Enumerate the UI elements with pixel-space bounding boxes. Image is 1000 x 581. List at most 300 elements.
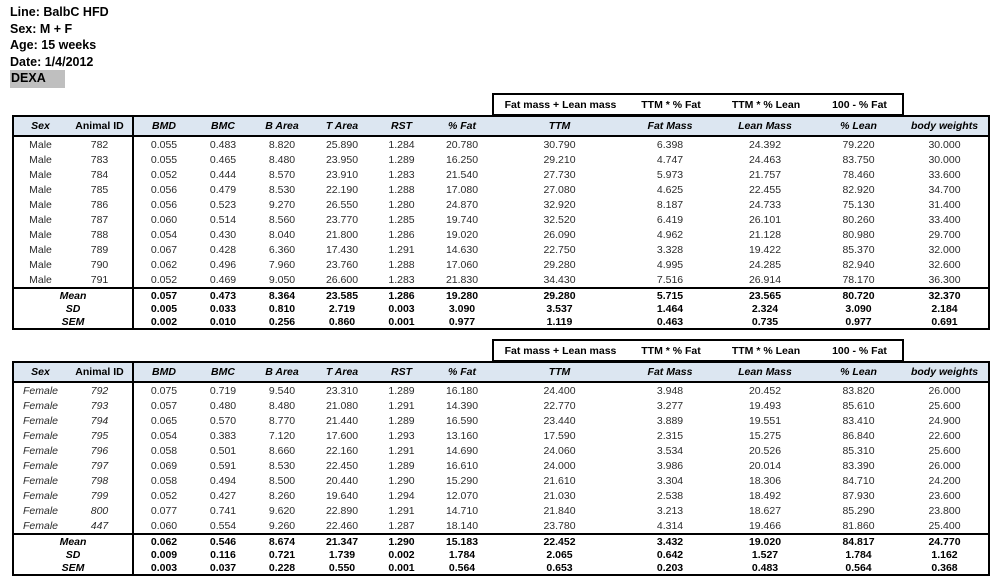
value-cell: 24.285 [748, 258, 782, 271]
value-cell: 8.660 [268, 444, 296, 457]
value-cell: 1.289 [388, 384, 415, 397]
stat-value-cell: 1.119 [546, 315, 573, 328]
animal-row [13, 413, 989, 428]
value-cell: 0.054 [150, 429, 178, 442]
value-cell: 21.830 [445, 273, 479, 286]
value-cell: 0.057 [150, 399, 178, 412]
value-cell: 21.080 [325, 399, 359, 412]
value-cell: 0.554 [209, 519, 237, 532]
value-cell: 83.410 [842, 414, 875, 427]
stat-value-cell: 0.564 [448, 561, 476, 574]
value-cell: 23.910 [325, 168, 359, 181]
animal-id-cell: 794 [67, 413, 133, 428]
stat-value-cell: 0.860 [328, 315, 356, 328]
value-cell: 0.514 [209, 213, 237, 226]
header-cell: T Area [312, 362, 372, 382]
sex-cell: Male [29, 273, 52, 286]
value-cell: 24.200 [928, 474, 961, 487]
value-cell: 0.494 [209, 474, 237, 487]
value-cell: 0.075 [150, 384, 178, 397]
stat-label-cell: SEM [13, 315, 133, 329]
value-cell: 25.600 [928, 399, 961, 412]
animal-id-cell: 793 [67, 398, 133, 413]
sex-cell: Female [22, 429, 58, 442]
value-cell: 26.101 [748, 213, 782, 226]
stat-value-cell: 0.010 [209, 315, 237, 328]
stat-value-cell: 3.537 [546, 302, 573, 315]
value-cell: 21.440 [325, 414, 359, 427]
stat-value-cell: 0.057 [133, 288, 194, 302]
value-cell: 20.440 [325, 474, 359, 487]
stat-value-cell: 0.550 [328, 561, 356, 574]
value-cell: 22.770 [543, 399, 576, 412]
value-cell: 87.930 [842, 489, 875, 502]
value-cell: 4.995 [656, 258, 684, 271]
header-cell: body weights [901, 116, 989, 136]
value-cell: 1.288 [388, 183, 415, 196]
value-cell: 8.530 [268, 459, 296, 472]
value-cell: 26.090 [543, 228, 576, 241]
value-cell: 19.422 [748, 243, 782, 256]
sex-cell: Male [29, 153, 52, 166]
stat-value-cell: 0.116 [210, 548, 236, 561]
value-cell: 27.730 [543, 168, 576, 181]
value-cell: 1.285 [388, 213, 415, 226]
value-cell: 8.530 [268, 183, 296, 196]
sex-info: Sex: M + F [10, 21, 73, 36]
value-cell: 80.980 [842, 228, 875, 241]
value-cell: 16.590 [445, 414, 479, 427]
value-cell: 34.430 [543, 273, 576, 286]
value-cell: 1.283 [388, 168, 415, 181]
sex-cell: Male [29, 168, 52, 181]
animal-row [13, 136, 989, 152]
value-cell: 3.213 [656, 504, 684, 517]
value-cell: 8.480 [268, 399, 296, 412]
value-cell: 1.289 [388, 459, 415, 472]
dexa-section-label: DEXA [10, 70, 65, 88]
stat-value-cell: 0.564 [845, 561, 872, 574]
header-row [13, 116, 989, 136]
value-cell: 8.187 [656, 198, 684, 211]
value-cell: 0.058 [150, 474, 178, 487]
value-cell: 0.383 [209, 429, 237, 442]
header-cell: T Area [312, 116, 372, 136]
value-cell: 84.710 [842, 474, 875, 487]
value-cell: 22.190 [325, 183, 359, 196]
value-cell: 30.000 [928, 138, 961, 151]
value-cell: 1.280 [388, 198, 415, 211]
animal-id-cell: 783 [67, 152, 133, 167]
stat-value-cell: 1.464 [656, 302, 684, 315]
value-cell: 75.130 [842, 198, 875, 211]
animal-row [13, 382, 989, 398]
value-cell: 82.920 [842, 183, 875, 196]
value-cell: 3.986 [656, 459, 684, 472]
animal-id-cell: 790 [67, 257, 133, 272]
header-cell: B Area [252, 362, 312, 382]
value-cell: 4.747 [656, 153, 684, 166]
value-cell: 29.210 [543, 153, 576, 166]
value-cell: 3.277 [656, 399, 684, 412]
animal-id-cell: 797 [67, 458, 133, 473]
stat-value-cell: 21.347 [312, 534, 372, 548]
sex-cell: Male [29, 183, 52, 196]
stat-row [13, 302, 989, 315]
sex-cell: Female [22, 399, 58, 412]
value-cell: 0.479 [209, 183, 237, 196]
value-cell: 3.534 [656, 444, 684, 457]
value-cell: 1.288 [388, 258, 415, 271]
females-data-table [12, 361, 990, 576]
value-cell: 34.700 [928, 183, 961, 196]
formula-label-ttm: Fat mass + Lean mass [504, 344, 617, 357]
value-cell: 0.427 [209, 489, 237, 502]
value-cell: 85.370 [842, 243, 875, 256]
header-cell: RST [372, 116, 431, 136]
value-cell: 25.600 [928, 444, 961, 457]
stat-value-cell: 0.002 [388, 548, 415, 561]
value-cell: 0.719 [209, 384, 237, 397]
value-cell: 24.400 [543, 384, 576, 397]
value-cell: 22.455 [748, 183, 782, 196]
animal-id-cell: 791 [67, 272, 133, 288]
value-cell: 24.060 [543, 444, 576, 457]
value-cell: 23.310 [325, 384, 359, 397]
stat-row [13, 288, 989, 302]
stat-value-cell: 0.642 [656, 548, 684, 561]
stat-value-cell: 29.280 [493, 288, 626, 302]
value-cell: 83.390 [842, 459, 875, 472]
value-cell: 7.516 [656, 273, 684, 286]
date-info: Date: 1/4/2012 [10, 54, 94, 69]
stat-label-cell: Mean [13, 534, 133, 548]
value-cell: 15.275 [748, 429, 782, 442]
stat-value-cell: 0.003 [388, 302, 415, 315]
header-cell: RST [372, 362, 431, 382]
sex-cell: Female [22, 489, 58, 502]
value-cell: 22.450 [325, 459, 359, 472]
animal-id-cell: 798 [67, 473, 133, 488]
value-cell: 3.889 [656, 414, 684, 427]
formula-label-lean-mass: TTM * % Lean [731, 98, 801, 111]
value-cell: 22.600 [928, 429, 961, 442]
sex-cell: Male [29, 228, 52, 241]
stat-row [13, 534, 989, 548]
header-cell: Animal ID [67, 362, 133, 382]
header-cell: BMD [133, 116, 194, 136]
value-cell: 1.290 [388, 474, 415, 487]
stat-value-cell: 0.256 [268, 315, 296, 328]
value-cell: 8.260 [268, 489, 296, 502]
value-cell: 20.526 [748, 444, 782, 457]
value-cell: 32.520 [543, 213, 576, 226]
value-cell: 1.284 [388, 138, 415, 151]
value-cell: 24.733 [748, 198, 782, 211]
value-cell: 16.250 [445, 153, 479, 166]
animal-row [13, 272, 989, 288]
value-cell: 1.293 [388, 429, 415, 442]
value-cell: 32.600 [928, 258, 961, 271]
value-cell: 16.610 [445, 459, 479, 472]
value-cell: 0.741 [209, 504, 237, 517]
value-cell: 20.780 [445, 138, 479, 151]
animal-row [13, 212, 989, 227]
value-cell: 1.291 [388, 399, 415, 412]
animal-id-cell: 788 [67, 227, 133, 242]
header-cell: TTM [493, 116, 626, 136]
value-cell: 22.750 [543, 243, 576, 256]
stat-value-cell: 22.452 [493, 534, 626, 548]
header-cell: TTM [493, 362, 626, 382]
animal-row [13, 197, 989, 212]
formula-label-pct-lean: 100 - % Fat [832, 344, 887, 357]
males-data-table [12, 115, 990, 330]
value-cell: 18.306 [748, 474, 782, 487]
value-cell: 0.060 [150, 519, 178, 532]
header-cell: % Lean [816, 116, 901, 136]
stat-value-cell: 8.674 [252, 534, 312, 548]
value-cell: 19.740 [445, 213, 479, 226]
animal-id-cell: 787 [67, 212, 133, 227]
value-cell: 33.600 [928, 168, 961, 181]
sex-cell: Female [22, 384, 58, 397]
value-cell: 23.770 [325, 213, 359, 226]
stat-value-cell: 5.715 [626, 288, 714, 302]
stat-value-cell: 19.280 [431, 288, 493, 302]
value-cell: 0.052 [150, 273, 178, 286]
animal-id-cell: 447 [67, 518, 133, 534]
value-cell: 15.290 [445, 474, 479, 487]
value-cell: 20.014 [748, 459, 782, 472]
stat-value-cell: 2.184 [931, 302, 958, 315]
value-cell: 0.055 [150, 138, 178, 151]
header-cell: Sex [13, 116, 67, 136]
animal-row [13, 518, 989, 534]
value-cell: 21.800 [325, 228, 359, 241]
animal-id-cell: 800 [67, 503, 133, 518]
value-cell: 9.620 [268, 504, 296, 517]
stat-value-cell: 0.001 [388, 315, 415, 328]
value-cell: 0.444 [209, 168, 237, 181]
value-cell: 0.054 [150, 228, 178, 241]
value-cell: 4.314 [656, 519, 684, 532]
value-cell: 83.820 [842, 384, 875, 397]
value-cell: 1.283 [388, 273, 415, 286]
value-cell: 29.700 [928, 228, 961, 241]
animal-id-cell: 796 [67, 443, 133, 458]
value-cell: 21.030 [543, 489, 576, 502]
value-cell: 80.260 [842, 213, 875, 226]
value-cell: 22.160 [325, 444, 359, 457]
value-cell: 85.610 [842, 399, 875, 412]
sex-cell: Male [29, 243, 52, 256]
value-cell: 26.600 [325, 273, 359, 286]
animal-row [13, 227, 989, 242]
stat-value-cell: 0.002 [150, 315, 178, 328]
stat-value-cell: 0.203 [656, 561, 684, 574]
value-cell: 21.757 [748, 168, 782, 181]
stat-value-cell: 0.473 [194, 288, 252, 302]
value-cell: 0.058 [150, 444, 178, 457]
value-cell: 79.220 [842, 138, 875, 151]
value-cell: 24.000 [543, 459, 576, 472]
value-cell: 78.170 [842, 273, 875, 286]
stat-label-cell: SEM [13, 561, 133, 575]
stat-value-cell: 1.286 [372, 288, 431, 302]
value-cell: 20.452 [748, 384, 782, 397]
formula-label-pct-lean: 100 - % Fat [832, 98, 887, 111]
value-cell: 8.570 [268, 168, 296, 181]
value-cell: 32.000 [928, 243, 961, 256]
header-cell: % Lean [816, 362, 901, 382]
animal-row [13, 182, 989, 197]
value-cell: 24.900 [928, 414, 961, 427]
value-cell: 6.419 [656, 213, 684, 226]
value-cell: 9.540 [268, 384, 296, 397]
value-cell: 1.286 [388, 228, 415, 241]
value-cell: 0.052 [150, 489, 178, 502]
value-cell: 0.065 [150, 414, 178, 427]
stat-value-cell: 15.183 [431, 534, 493, 548]
value-cell: 30.790 [543, 138, 576, 151]
formula-label-lean-mass: TTM * % Lean [731, 344, 801, 357]
stat-value-cell: 23.565 [714, 288, 816, 302]
stat-value-cell: 0.483 [751, 561, 779, 574]
animal-id-cell: 799 [67, 488, 133, 503]
stat-row [13, 561, 989, 575]
value-cell: 26.000 [928, 459, 961, 472]
value-cell: 23.760 [325, 258, 359, 271]
sex-cell: Male [29, 138, 52, 151]
stat-value-cell: 0.977 [448, 315, 476, 328]
value-cell: 0.052 [150, 168, 178, 181]
value-cell: 22.460 [325, 519, 359, 532]
value-cell: 7.960 [268, 258, 296, 271]
header-cell: BMD [133, 362, 194, 382]
value-cell: 9.050 [268, 273, 296, 286]
animal-id-cell: 782 [67, 136, 133, 152]
header-cell: BMC [194, 362, 252, 382]
animal-row [13, 488, 989, 503]
value-cell: 1.287 [388, 519, 415, 532]
animal-id-cell: 792 [67, 382, 133, 398]
value-cell: 0.062 [150, 258, 178, 271]
stat-label-cell: Mean [13, 288, 133, 302]
animal-row [13, 503, 989, 518]
value-cell: 30.000 [928, 153, 961, 166]
value-cell: 23.950 [325, 153, 359, 166]
stat-value-cell: 0.037 [209, 561, 237, 574]
stat-value-cell: 0.005 [150, 302, 178, 315]
value-cell: 86.840 [842, 429, 875, 442]
stat-value-cell: 23.585 [312, 288, 372, 302]
value-cell: 13.160 [445, 429, 479, 442]
stat-value-cell: 24.770 [901, 534, 989, 548]
value-cell: 26.550 [325, 198, 359, 211]
value-cell: 25.400 [928, 519, 961, 532]
stat-value-cell: 0.368 [931, 561, 958, 574]
header-cell: Lean Mass [714, 362, 816, 382]
value-cell: 16.180 [445, 384, 479, 397]
stat-value-cell: 84.817 [816, 534, 901, 548]
value-cell: 26.000 [928, 384, 961, 397]
value-cell: 0.570 [209, 414, 237, 427]
header-cell: body weights [901, 362, 989, 382]
sex-cell: Female [22, 519, 58, 532]
stat-label-cell: SD [13, 302, 133, 315]
value-cell: 18.627 [748, 504, 782, 517]
stat-value-cell: 0.033 [209, 302, 237, 315]
value-cell: 81.860 [842, 519, 875, 532]
value-cell: 85.290 [842, 504, 875, 517]
animal-id-cell: 784 [67, 167, 133, 182]
value-cell: 3.948 [656, 384, 684, 397]
stat-value-cell: 1.784 [448, 548, 476, 561]
sex-cell: Female [22, 459, 58, 472]
value-cell: 0.480 [209, 399, 237, 412]
value-cell: 19.020 [445, 228, 479, 241]
value-cell: 85.310 [842, 444, 875, 457]
stat-value-cell: 32.370 [901, 288, 989, 302]
sex-cell: Female [22, 414, 58, 427]
animal-row [13, 257, 989, 272]
value-cell: 4.625 [656, 183, 684, 196]
value-cell: 21.840 [543, 504, 576, 517]
value-cell: 32.920 [543, 198, 576, 211]
value-cell: 3.328 [656, 243, 684, 256]
value-cell: 14.630 [445, 243, 479, 256]
header-cell: Fat Mass [626, 116, 714, 136]
value-cell: 0.501 [209, 444, 237, 457]
value-cell: 5.973 [656, 168, 684, 181]
value-cell: 1.294 [388, 489, 415, 502]
value-cell: 22.890 [325, 504, 359, 517]
value-cell: 25.890 [325, 138, 359, 151]
value-cell: 23.440 [543, 414, 576, 427]
animal-row [13, 428, 989, 443]
value-cell: 0.523 [209, 198, 237, 211]
value-cell: 8.040 [268, 228, 296, 241]
value-cell: 3.304 [656, 474, 684, 487]
animal-id-cell: 785 [67, 182, 133, 197]
header-cell: Lean Mass [714, 116, 816, 136]
animal-id-cell: 795 [67, 428, 133, 443]
value-cell: 0.069 [150, 459, 178, 472]
value-cell: 0.056 [150, 198, 178, 211]
stat-value-cell: 0.463 [656, 315, 684, 328]
value-cell: 8.500 [268, 474, 296, 487]
value-cell: 21.128 [748, 228, 782, 241]
value-cell: 1.289 [388, 153, 415, 166]
header-row [13, 362, 989, 382]
stat-value-cell: 0.653 [546, 561, 573, 574]
animal-row [13, 398, 989, 413]
stat-value-cell: 0.977 [845, 315, 872, 328]
value-cell: 2.315 [656, 429, 684, 442]
stat-value-cell: 3.090 [448, 302, 476, 315]
value-cell: 6.398 [656, 138, 684, 151]
value-cell: 23.780 [543, 519, 576, 532]
value-cell: 14.690 [445, 444, 479, 457]
value-cell: 0.465 [209, 153, 237, 166]
stat-value-cell: 0.228 [268, 561, 296, 574]
value-cell: 14.390 [445, 399, 479, 412]
value-cell: 0.430 [209, 228, 237, 241]
value-cell: 0.591 [209, 459, 237, 472]
value-cell: 19.466 [748, 519, 782, 532]
stat-label-cell: SD [13, 548, 133, 561]
